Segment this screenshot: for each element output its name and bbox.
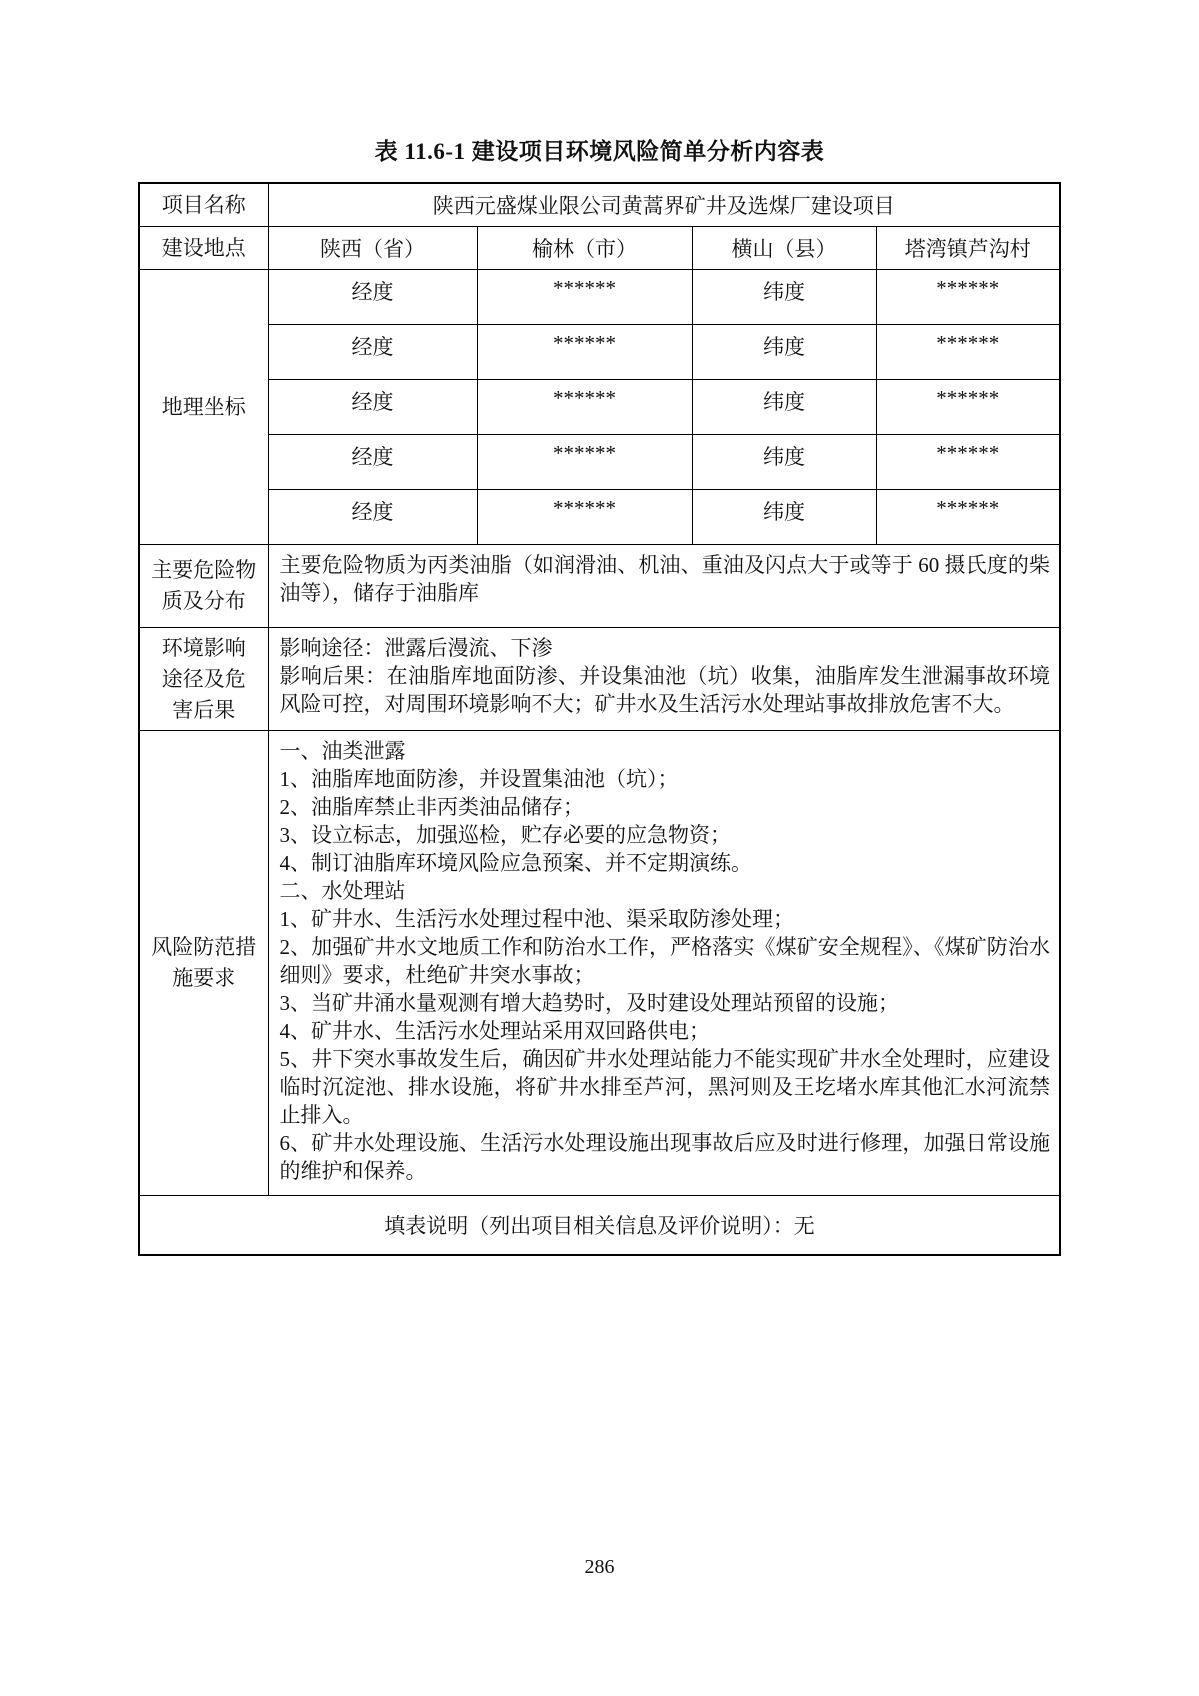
row-coordinates-4 xyxy=(139,435,1060,490)
longitude-value-cell: ****** xyxy=(477,490,692,545)
latitude-label-cell: 纬度 xyxy=(692,380,876,435)
measure-item: 2、加强矿井水文地质工作和防治水工作，严格落实《煤矿安全规程》、《煤矿防治水细则》要求，杜绝矿井突水事故； xyxy=(279,935,1050,987)
measure-item: 二、水处理站 xyxy=(279,879,406,903)
measure-item: 4、制订油脂库环境风险应急预案、并不定期演练。 xyxy=(279,851,752,875)
form-notes-cell: 填表说明（列出项目相关信息及评价说明）：无 xyxy=(139,1196,1060,1256)
impact-label-line-2: 途径及危 xyxy=(161,666,246,691)
project-name-value-cell: 陕西元盛煤业限公司黄蒿界矿井及选煤厂建设项目 xyxy=(268,183,1060,227)
measure-item: 1、矿井水、生活污水处理过程中池、渠采取防渗处理； xyxy=(279,907,794,931)
location-province-cell: 陕西（省） xyxy=(268,227,477,270)
latitude-value-cell: ****** xyxy=(876,325,1060,380)
latitude-value-cell: ****** xyxy=(876,270,1060,325)
measure-item: 2、油脂库禁止非丙类油品储存； xyxy=(279,795,584,819)
longitude-label-cell: 经度 xyxy=(268,490,477,545)
row-location xyxy=(139,227,1060,270)
latitude-label-cell: 纬度 xyxy=(692,490,876,545)
longitude-label-cell: 经度 xyxy=(268,325,477,380)
row-risk-prevention-measures xyxy=(139,731,1060,1196)
page-title: 表 11.6-1 建设项目环境风险简单分析内容表 xyxy=(374,139,825,164)
impact-label-line-1: 环境影响 xyxy=(161,635,246,660)
hazards-label-cell xyxy=(139,545,268,628)
impact-consequence-text: 影响后果：在油脂库地面防渗、并设集油池（坑）收集，油脂库发生泄漏事故环境风险可控，对周围环境影响不大；矿井水及生活污水处理站事故排放危害不大。 xyxy=(279,664,1050,716)
row-coordinates-1 xyxy=(139,270,1060,325)
risk-analysis-table xyxy=(138,182,1061,1256)
row-hazardous-substances xyxy=(139,545,1060,628)
coordinates-label-cell: 地理坐标 xyxy=(139,270,268,545)
row-form-notes xyxy=(139,1196,1060,1256)
hazards-label-line-2: 质及分布 xyxy=(161,589,246,613)
location-city-cell: 榆林（市） xyxy=(477,227,692,270)
latitude-label-cell: 纬度 xyxy=(692,325,876,380)
measure-item: 一、油类泄露 xyxy=(279,739,406,763)
measure-item: 3、设立标志，加强巡检，贮存必要的应急物资； xyxy=(279,823,731,847)
row-project-name xyxy=(139,183,1060,227)
page-number: 286 xyxy=(584,1556,615,1578)
measure-item: 1、油脂库地面防渗，并设置集油池（坑）； xyxy=(279,767,679,791)
row-coordinates-5 xyxy=(139,490,1060,545)
measures-label-line-1: 风险防范措 xyxy=(151,935,257,959)
measures-label-line-2: 施要求 xyxy=(172,966,236,990)
longitude-label-cell: 经度 xyxy=(268,435,477,490)
measure-item: 5、井下突水事故发生后，确因矿井水处理站能力不能实现矿井水全处理时，应建设临时沉淀池、排水设施，将矿井水排至芦河，黑河则及王圪堵水库其他汇水河流禁止排入。 xyxy=(279,1047,1050,1127)
measure-item: 4、矿井水、生活污水处理站采用双回路供电； xyxy=(279,1019,710,1043)
row-environmental-impact xyxy=(139,628,1060,731)
hazards-label-line-1: 主要危险物 xyxy=(151,558,257,582)
measure-item: 3、当矿井涌水量观测有增大趋势时，及时建设处理站预留的设施； xyxy=(279,991,899,1015)
longitude-value-cell: ****** xyxy=(477,380,692,435)
longitude-value-cell: ****** xyxy=(477,435,692,490)
project-name-label-cell: 项目名称 xyxy=(139,183,268,227)
location-label-cell: 建设地点 xyxy=(139,227,268,270)
measures-content-cell xyxy=(268,731,1060,1196)
impact-pathway-text: 影响途径：泄露后漫流、下渗 xyxy=(279,636,553,660)
measure-item: 6、矿井水处理设施、生活污水处理设施出现事故后应及时进行修理，加强日常设施的维护和保养。 xyxy=(279,1131,1050,1183)
row-coordinates-3 xyxy=(139,380,1060,435)
longitude-label-cell: 经度 xyxy=(268,380,477,435)
longitude-value-cell: ****** xyxy=(477,325,692,380)
latitude-label-cell: 纬度 xyxy=(692,435,876,490)
longitude-value-cell: ****** xyxy=(477,270,692,325)
impact-content-cell xyxy=(268,628,1060,731)
measures-label-cell xyxy=(139,731,268,1196)
latitude-label-cell: 纬度 xyxy=(692,270,876,325)
longitude-label-cell: 经度 xyxy=(268,270,477,325)
location-county-cell: 横山（县） xyxy=(692,227,876,270)
latitude-value-cell: ****** xyxy=(876,435,1060,490)
latitude-value-cell: ****** xyxy=(876,490,1060,545)
row-coordinates-2 xyxy=(139,325,1060,380)
latitude-value-cell: ****** xyxy=(876,380,1060,435)
impact-label-line-3: 害后果 xyxy=(172,697,236,722)
hazards-content-cell: 主要危险物质为丙类油脂（如润滑油、机油、重油及闪点大于或等于 60 摄氏度的柴油等），储存于油脂库 xyxy=(268,545,1060,628)
location-village-cell: 塔湾镇芦沟村 xyxy=(876,227,1060,270)
impact-label-cell xyxy=(139,628,268,731)
